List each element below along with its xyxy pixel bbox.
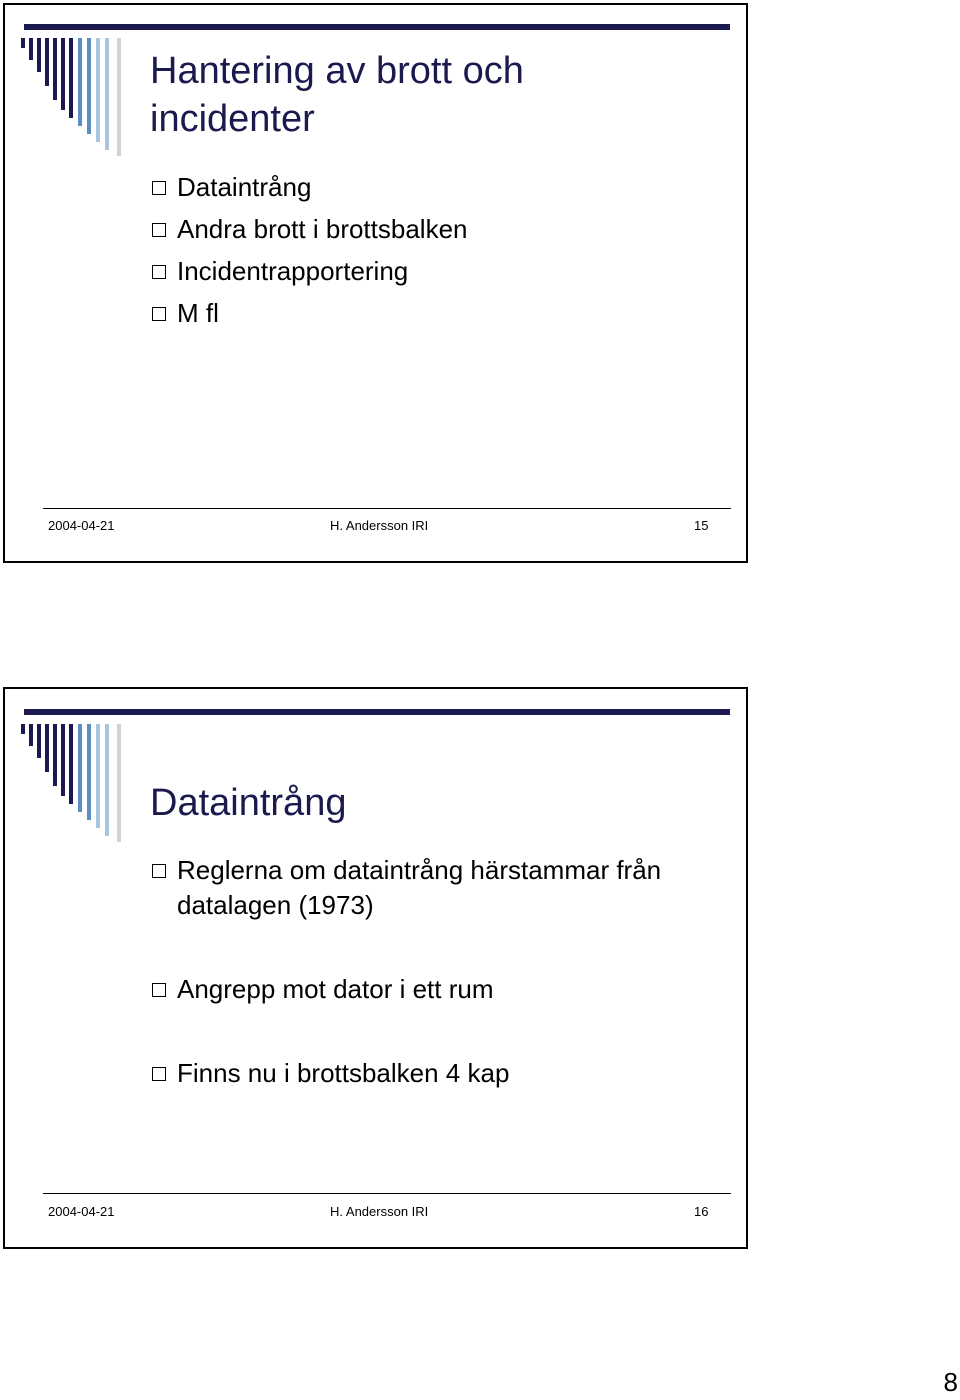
bullet-list [150, 853, 710, 1091]
bullet-item [150, 208, 468, 250]
bullet-text: Finns nu i brottsbalken 4 kap [177, 1058, 510, 1088]
square-bullet-icon [152, 307, 166, 321]
footer-slide-number: 15 [694, 518, 709, 533]
bullet-text: Incidentrapportering [177, 256, 409, 286]
square-bullet-icon [152, 265, 166, 279]
square-bullet-icon [152, 864, 166, 878]
slide-decoration-stripes [21, 38, 131, 158]
slide-decoration-stripes [21, 724, 131, 844]
footer-slide-number: 16 [694, 1204, 709, 1219]
page-number: 8 [943, 1367, 958, 1397]
footer-author: H. Andersson IRI [330, 1204, 429, 1219]
square-bullet-icon [152, 983, 166, 997]
bullet-list [150, 166, 468, 334]
bullet-item [150, 292, 468, 334]
square-bullet-icon [152, 1067, 166, 1081]
footer-divider [43, 1193, 731, 1194]
bullet-text: Andra brott i brottsbalken [177, 214, 468, 244]
bullet-item [150, 853, 710, 923]
bullet-text: Angrepp mot dator i ett rum [177, 974, 494, 1004]
bullet-text: Reglerna om dataintrång härstammar från datalagen (1973) [177, 855, 662, 920]
slide-header-bar [24, 709, 730, 715]
square-bullet-icon [152, 181, 166, 195]
footer-divider [43, 508, 731, 509]
slide-header-bar [24, 24, 730, 30]
bullet-text: M fl [177, 298, 219, 328]
bullet-item [150, 972, 710, 1007]
bullet-text: Dataintrång [177, 172, 312, 202]
slide-15 [3, 3, 748, 563]
slide-title: Hantering av brott och incidenter [150, 50, 524, 140]
footer-author: H. Andersson IRI [330, 518, 429, 533]
bullet-item [150, 250, 468, 292]
slide-16 [3, 687, 748, 1249]
footer-date: 2004-04-21 [48, 1204, 115, 1219]
footer-date: 2004-04-21 [48, 518, 115, 533]
square-bullet-icon [152, 223, 166, 237]
bullet-item [150, 1056, 710, 1091]
slide-title: Dataintrång [150, 782, 347, 824]
bullet-item [150, 166, 468, 208]
